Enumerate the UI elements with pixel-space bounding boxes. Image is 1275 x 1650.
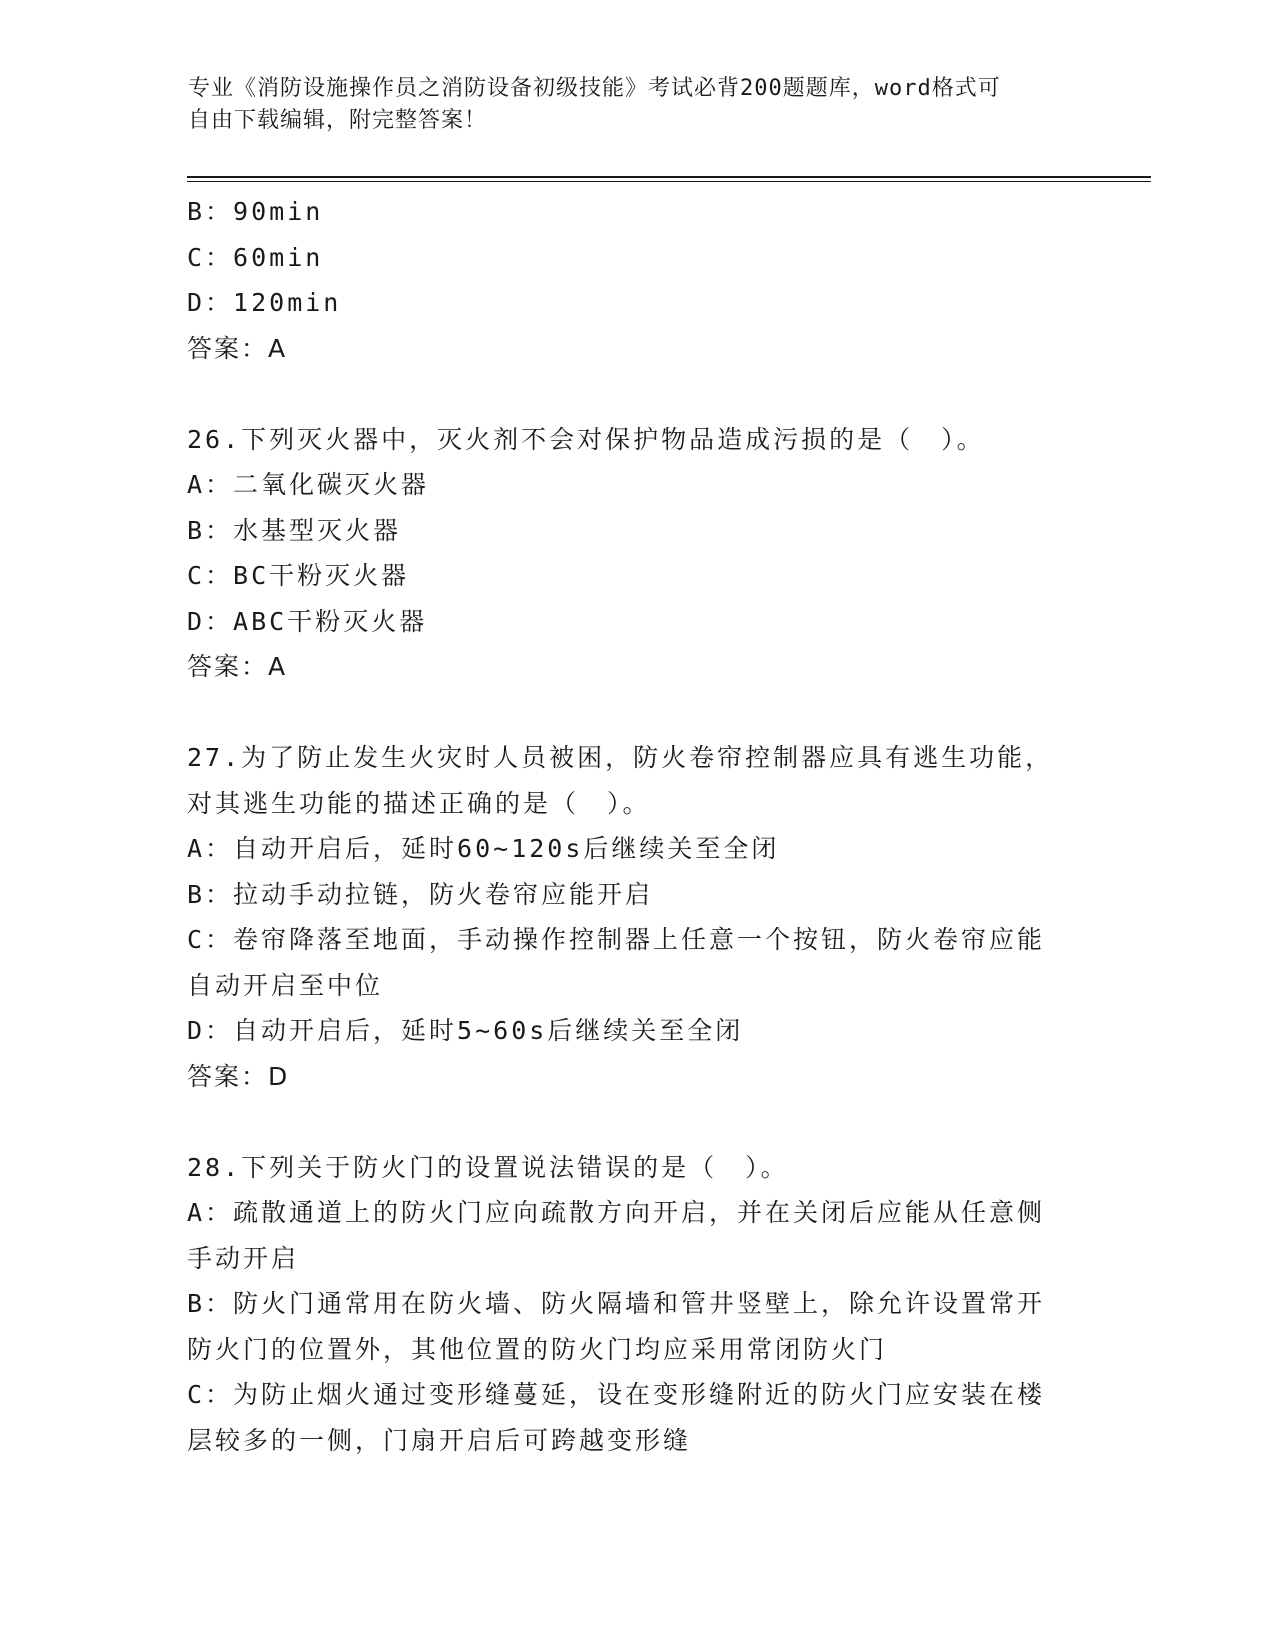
option-a: A：疏散通道上的防火门应向疏散方向开启，并在关闭后应能从任意侧: [187, 1198, 1046, 1227]
question-26: [187, 417, 1087, 690]
option-c: C：60min: [187, 242, 324, 272]
spacer: [187, 371, 1087, 417]
question-stem: 28.下列关于防火门的设置说法错误的是（ ）。: [187, 1152, 789, 1182]
answer-line: 答案：A: [187, 333, 288, 363]
question-list: [187, 189, 1087, 1463]
answer-line: 答案：A: [187, 652, 288, 681]
question-stem-cont: 对其逃生功能的描述正确的是（ ）。: [187, 788, 651, 818]
question-stem: 26.下列灭火器中，灭火剂不会对保护物品造成污损的是（ ）。: [187, 424, 985, 454]
question-stem: 27.为了防止发生火灾时人员被困，防火卷帘控制器应具有逃生功能，: [187, 743, 1054, 772]
header-rule-thick: [187, 176, 1151, 178]
header-rule-thin: [187, 181, 1151, 182]
page-header: [188, 73, 1088, 137]
option-d: D：ABC干粉灭火器: [187, 606, 428, 636]
option-b: B：防火门通常用在防火墙、防火隔墙和管井竖壁上，除允许设置常开: [187, 1289, 1046, 1318]
header-line-1: 专业《消防设施操作员之消防设备初级技能》考试必背200题题库，word格式可: [188, 76, 1001, 101]
option-c: C：BC干粉灭火器: [187, 561, 410, 590]
header-line-2: 自由下载编辑，附完整答案！: [188, 108, 488, 133]
question-27: [187, 735, 1087, 1099]
answer-line: 答案：D: [187, 1061, 290, 1091]
question-25-tail: [187, 189, 1087, 371]
option-c: C：为防止烟火通过变形缝蔓延，设在变形缝附近的防火门应安装在楼: [187, 1380, 1046, 1409]
question-28: [187, 1145, 1087, 1464]
spacer: [187, 690, 1087, 736]
spacer: [187, 1099, 1087, 1145]
option-c-cont: 自动开启至中位: [187, 970, 384, 1000]
option-b: B：水基型灭火器: [187, 515, 402, 545]
option-d: D：120min: [187, 288, 342, 317]
option-b: B：90min: [187, 197, 324, 226]
option-b: B：拉动手动拉链，防火卷帘应能开启: [187, 879, 654, 909]
option-a-cont: 手动开启: [187, 1243, 300, 1273]
option-a: A：二氧化碳灭火器: [187, 470, 430, 499]
option-b-cont: 防火门的位置外，其他位置的防火门均应采用常闭防火门: [187, 1334, 888, 1364]
option-c: C：卷帘降落至地面，手动操作控制器上任意一个按钮，防火卷帘应能: [187, 925, 1046, 954]
option-d: D：自动开启后，延时5~60s后继续关至全闭: [187, 1016, 744, 1045]
option-a: A：自动开启后，延时60~120s后继续关至全闭: [187, 834, 780, 863]
option-c-cont: 层较多的一侧，门扇开启后可跨越变形缝: [187, 1425, 692, 1455]
